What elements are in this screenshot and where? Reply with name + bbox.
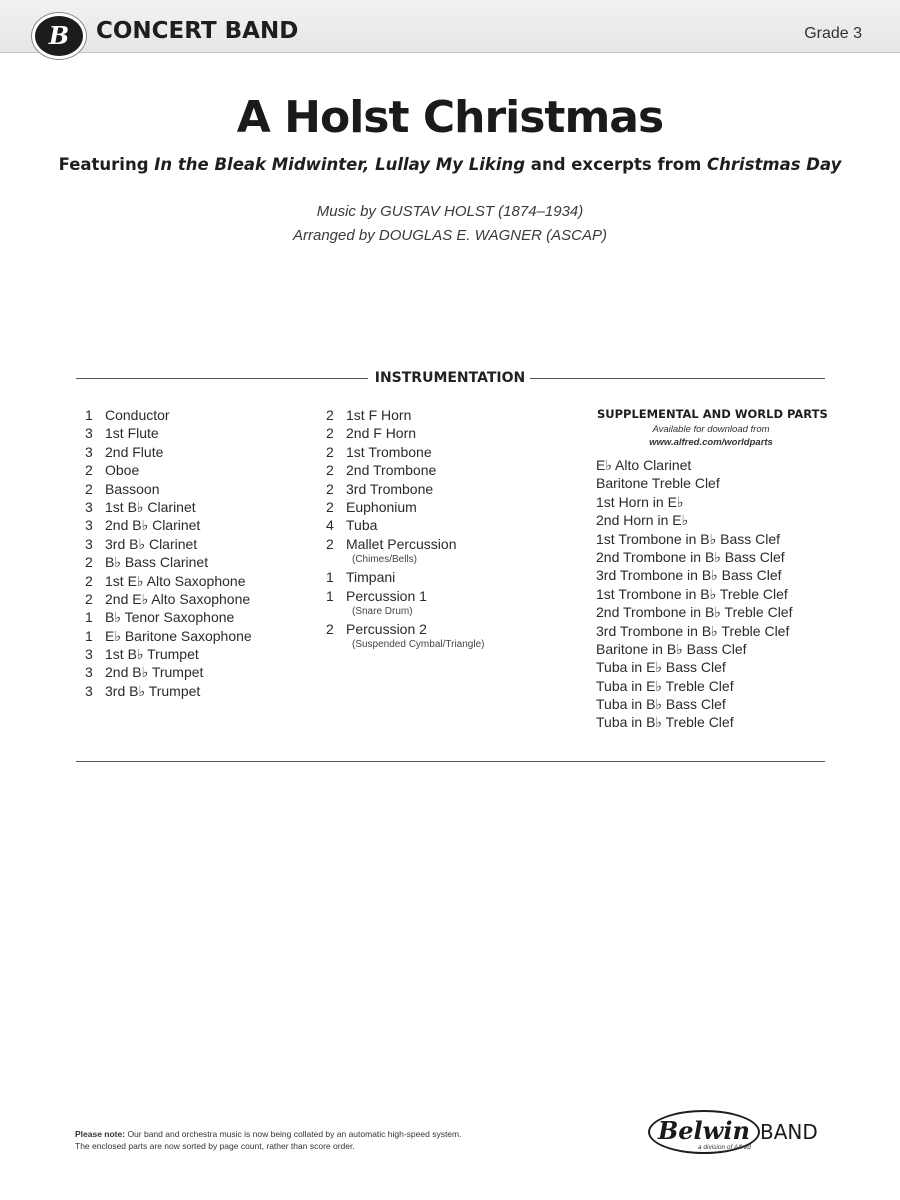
instrument-name: E♭ Baritone Saxophone	[105, 627, 252, 644]
instrument-quantity: 2	[85, 480, 93, 497]
supplemental-part: Baritone Treble Clef	[596, 475, 720, 492]
supplemental-part: 2nd Horn in E♭	[596, 512, 689, 529]
instrument-quantity: 3	[85, 664, 93, 681]
instrument-quantity: 1	[326, 587, 334, 604]
instrument-quantity: 3	[85, 498, 93, 515]
instrument-quantity: 3	[85, 682, 93, 699]
instrument-name: 1st B♭ Clarinet	[105, 498, 196, 515]
instrument-quantity: 1	[85, 407, 93, 423]
subtitle-piece-1: In the Bleak Midwinter, Lullay My Liking	[154, 155, 526, 174]
instrument-row	[326, 620, 484, 638]
instrument-note: (Snare Drum)	[352, 605, 413, 617]
instrument-row	[326, 535, 484, 553]
instrument-quantity: 2	[326, 425, 334, 442]
instrument-column-1	[85, 406, 252, 700]
supplemental-heading: SUPPLEMENTAL AND WORLD PARTS	[597, 407, 828, 421]
instrument-column-2	[326, 406, 484, 653]
supplemental-part: 3rd Trombone in B♭ Treble Clef	[596, 622, 790, 639]
instrument-quantity: 2	[85, 462, 93, 479]
instrument-name: 2nd F Horn	[346, 425, 417, 442]
instrument-quantity: 4	[326, 517, 334, 534]
instrument-row	[85, 480, 252, 498]
instrument-quantity: 3	[85, 646, 93, 663]
supplemental-part: Tuba in E♭ Treble Clef	[596, 677, 734, 694]
supplemental-part: 2nd Trombone in B♭ Bass Clef	[596, 548, 785, 565]
instrument-row	[85, 535, 252, 553]
instrument-name: 2nd Flute	[105, 443, 164, 460]
supplemental-part: Tuba in E♭ Bass Clef	[596, 659, 726, 676]
arranger-credit: Arranged by DOUGLAS E. WAGNER (ASCAP)	[293, 227, 607, 244]
instrument-name: Mallet Percussion	[346, 535, 457, 552]
instrument-row	[326, 587, 484, 605]
instrument-quantity: 3	[85, 425, 93, 442]
supplemental-url: www.alfred.com/worldparts	[649, 437, 773, 448]
instrument-row	[85, 682, 252, 700]
instrument-row	[85, 572, 252, 590]
instrument-quantity: 1	[326, 569, 334, 586]
instrument-quantity: 3	[85, 443, 93, 460]
header-bar	[0, 0, 900, 53]
instrument-name: 2nd B♭ Clarinet	[105, 517, 201, 534]
supplemental-part: 1st Trombone in B♭ Treble Clef	[596, 585, 788, 602]
page-title: A Holst Christmas	[236, 92, 664, 143]
section-rule-right	[530, 378, 825, 379]
supplemental-part: 1st Trombone in B♭ Bass Clef	[596, 530, 781, 547]
instrument-row	[85, 498, 252, 516]
footer-note-line-1: Our band and orchestra music is now being collated by an automatic high-speed system.	[125, 1129, 462, 1139]
instrument-row	[85, 663, 252, 681]
supplemental-available: Available for download from	[652, 424, 770, 435]
instrument-row	[326, 406, 484, 424]
instrument-name: 1st B♭ Trumpet	[105, 646, 199, 663]
subtitle-middle: and excerpts from	[525, 155, 708, 174]
footer-note-label: Please note:	[75, 1129, 126, 1139]
footer-note	[75, 1128, 461, 1152]
instrument-note: (Suspended Cymbal/Triangle)	[352, 639, 485, 651]
footer-note-line-2: The enclosed parts are now sorted by page count, rather than score order.	[75, 1141, 355, 1151]
instrument-name: Percussion 1	[346, 587, 427, 604]
instrument-name: 2nd Trombone	[346, 462, 437, 479]
belwin-band-logo	[648, 1110, 828, 1154]
instrument-quantity: 2	[326, 462, 334, 479]
instrument-row	[85, 608, 252, 626]
instrument-row	[326, 516, 484, 534]
instrument-quantity: 1	[85, 609, 93, 626]
instrument-row	[326, 461, 484, 479]
subtitle-lead: Featuring	[58, 155, 155, 174]
grade-label: Grade 3	[804, 25, 862, 42]
instrument-row	[326, 424, 484, 442]
instrument-row	[326, 443, 484, 461]
instrument-quantity: 2	[85, 572, 93, 589]
belwin-logo-icon	[32, 13, 86, 59]
instrument-name: 1st E♭ Alto Saxophone	[105, 572, 246, 589]
supplemental-part: E♭ Alto Clarinet	[596, 457, 692, 473]
instrument-name: B♭ Bass Clarinet	[105, 554, 209, 571]
instrument-name: Timpani	[346, 569, 396, 586]
supplemental-part: Baritone in B♭ Bass Clef	[596, 640, 747, 657]
instrument-name: 1st F Horn	[346, 407, 412, 423]
instrument-row	[85, 461, 252, 479]
series-label: CONCERT BAND	[96, 18, 299, 44]
instrument-name: 1st Trombone	[346, 443, 432, 460]
instrument-quantity: 1	[85, 627, 93, 644]
instrument-name: 3rd B♭ Clarinet	[105, 535, 198, 552]
instrument-quantity: 2	[326, 407, 334, 423]
instrument-name: Bassoon	[105, 480, 160, 497]
bottom-rule	[76, 761, 825, 762]
instrument-name: Conductor	[105, 407, 170, 423]
instrument-quantity: 2	[326, 498, 334, 515]
instrument-quantity: 3	[85, 535, 93, 552]
instrument-quantity: 2	[326, 620, 334, 637]
brand-word: BAND	[760, 1120, 818, 1144]
instrument-row	[85, 590, 252, 608]
brand-name: Belwin	[658, 1116, 750, 1145]
instrument-name: Euphonium	[346, 498, 417, 515]
supplemental-part: 1st Horn in E♭	[596, 493, 684, 510]
instrument-quantity: 2	[326, 535, 334, 552]
instrument-row	[326, 498, 484, 516]
subtitle	[0, 155, 900, 174]
instrument-row	[326, 480, 484, 498]
instrument-name: Tuba	[346, 517, 378, 534]
instrument-name: Oboe	[105, 462, 140, 479]
instrument-row	[326, 568, 484, 586]
instrument-quantity: 2	[85, 554, 93, 571]
instrument-name: 3rd Trombone	[346, 480, 434, 497]
brand-sub: a division of Alfred	[698, 1144, 751, 1151]
instrument-name: 1st Flute	[105, 425, 159, 442]
instrument-name: Percussion 2	[346, 620, 427, 637]
instrument-row	[85, 516, 252, 534]
supplemental-list	[596, 456, 793, 732]
supplemental-part: Tuba in B♭ Bass Clef	[596, 696, 726, 713]
instrument-name: 2nd B♭ Trumpet	[105, 664, 204, 681]
supplemental-part: 2nd Trombone in B♭ Treble Clef	[596, 604, 793, 621]
instrument-row	[85, 406, 252, 424]
instrument-row	[85, 424, 252, 442]
instrument-name: 3rd B♭ Trumpet	[105, 682, 201, 699]
music-credit: Music by GUSTAV HOLST (1874–1934)	[316, 203, 584, 220]
instrument-quantity: 2	[326, 480, 334, 497]
supplemental-part: 3rd Trombone in B♭ Bass Clef	[596, 567, 782, 584]
instrument-name: B♭ Tenor Saxophone	[105, 609, 235, 626]
instrument-row	[85, 443, 252, 461]
instrument-name: 2nd E♭ Alto Saxophone	[105, 590, 251, 607]
instrument-quantity: 2	[326, 443, 334, 460]
instrument-quantity: 2	[85, 590, 93, 607]
instrument-quantity: 3	[85, 517, 93, 534]
instrument-note: (Chimes/Bells)	[352, 554, 418, 566]
instrument-row	[85, 553, 252, 571]
section-label: INSTRUMENTATION	[374, 370, 526, 386]
supplemental-part: Tuba in B♭ Treble Clef	[596, 714, 734, 731]
instrument-row	[85, 645, 252, 663]
instrument-row	[85, 627, 252, 645]
subtitle-piece-2: Christmas Day	[707, 155, 842, 174]
